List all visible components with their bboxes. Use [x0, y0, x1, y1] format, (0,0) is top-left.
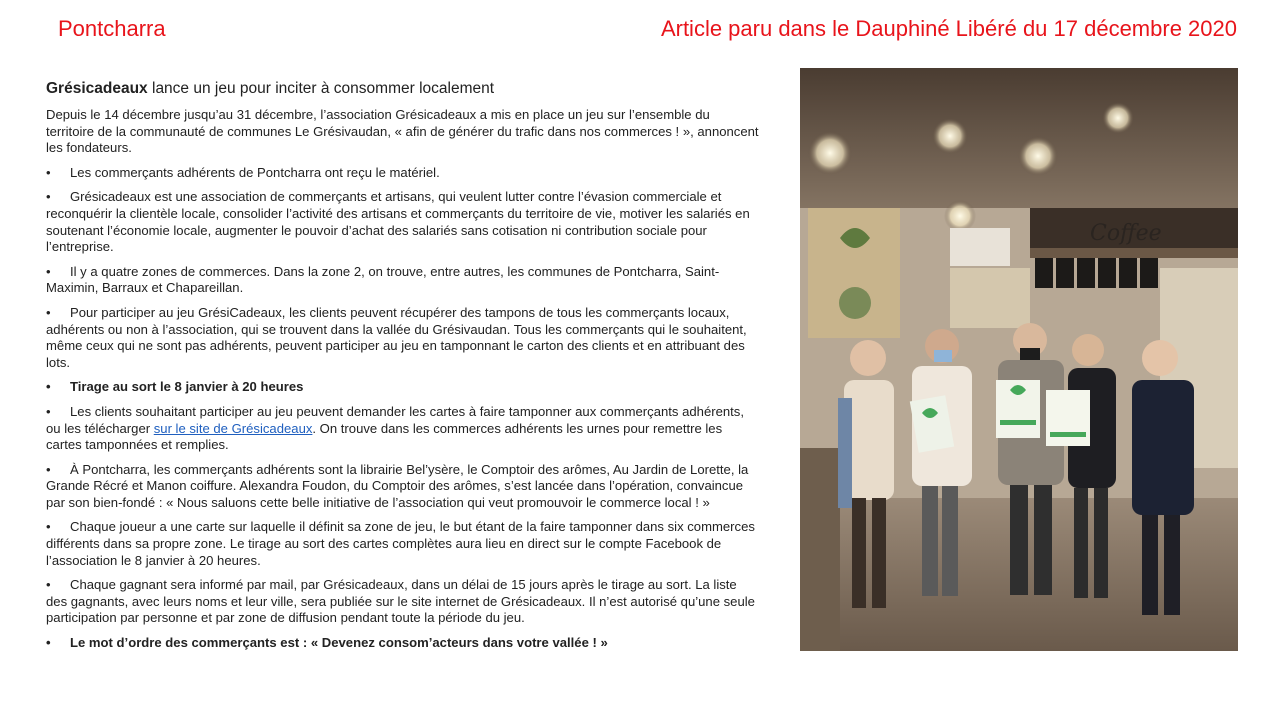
paragraph-5-text: Tirage au sort le 8 janvier à 20 heures: [70, 379, 304, 395]
paragraph-1: [46, 165, 761, 182]
ceiling-lamp: [1102, 102, 1134, 134]
shop-photo-illustration: [800, 68, 1238, 651]
bullet: •: [46, 403, 51, 419]
paragraph-7-text: À Pontcharra, les commerçants adhérents sont la librairie Bel’ysère, le Comptoir des arômes, Au Jardin de Lorette, la Grande Récré et Manon coiffure. Alexandra Foudon, du Comptoir des arômes, s’est lancée dans l’opération, convaincue par son bien-fondé : « Nous saluons cette belle initiative de l’association qui veut promouvoir le commerce local ! »: [46, 461, 749, 510]
paragraph-8-text: Chaque joueur a une carte sur laquelle il définit sa zone de jeu, le but étant de la faire tamponner dans six commerces différents dans sa propre zone. Le tirage au sort des cartes complètes aura lieu en direct sur le compte Facebook de l’association le 8 janvier à 20 heures.: [46, 519, 755, 568]
coffee-sign: Coffee: [1090, 221, 1162, 246]
ceiling: [800, 68, 1238, 228]
article: [46, 79, 761, 660]
paragraph-6-text-after: . On trouve dans les commerces adhérents les urnes pour remettre les cartes tamponnées et remplies.: [46, 420, 723, 453]
bullet: •: [46, 189, 51, 205]
poster-band: [1050, 432, 1086, 437]
bullet: •: [46, 304, 51, 320]
header-source: Article paru dans le Dauphiné Libéré du 17 décembre 2020: [660, 16, 1237, 41]
paragraph-9-text: Chaque gagnant sera informé par mail, par Grésicadeaux, dans un délai de 15 jours après le tirage au sort. La liste des gagnants, avec leurs noms et leur ville, sera publiée sur le site internet de Grésicadeaux. Il n’est autorisé qu’une seule participation par personne et par zone de diffusion pendant toute la période du jeu.: [46, 577, 755, 626]
paragraph-7: [46, 462, 761, 512]
paragraph-10-text: Le mot d’ordre des commerçants est : « Devenez consom’acteurs dans votre vallée ! »: [70, 635, 608, 651]
poster: [1046, 390, 1090, 446]
paragraph-3: [46, 264, 761, 297]
gresicadeaux-site-link[interactable]: sur le site de Grésicadeaux: [153, 420, 313, 436]
bullet: •: [46, 461, 51, 477]
header-location: Pontcharra: [58, 16, 166, 41]
paragraph-2-text: Grésicadeaux est une association de commerçants et artisans, qui veulent lutter contre l’évasion commerciale et reconquérir la clientèle locale, consolider l’activité des artisans et commerçants du territoire de vie, motiver les salariés en soutenant l’économie locale, augmenter le pouvoir d’achat des salariés sans cotisation ni contribution sociale pour l’entreprise.: [46, 189, 750, 255]
paragraph-9: [46, 577, 761, 627]
bullet: •: [46, 519, 51, 535]
shop-photo: [800, 68, 1238, 651]
headline-bold: Grésicadeaux: [46, 80, 148, 97]
paragraph-8: [46, 519, 761, 569]
paragraph-10: [46, 635, 761, 652]
bullet: •: [46, 379, 51, 395]
paragraph-6-text-before: Les clients souhaitant participer au jeu peuvent demander les cartes à faire tamponner aux commerçants adhérents, ou les télécharger: [46, 403, 744, 436]
paragraph-3-text: Il y a quatre zones de commerces. Dans la zone 2, on trouve, entre autres, les communes de Pontcharra, Saint-Maximin, Barraux et Chapareillan.: [46, 263, 720, 296]
left-shelf: [800, 448, 840, 651]
ceiling-lamp: [808, 131, 852, 175]
bullet: •: [46, 263, 51, 279]
headline-rest: lance un jeu pour inciter à consommer localement: [147, 80, 495, 97]
bullet: •: [46, 164, 51, 180]
article-intro: Depuis le 14 décembre jusqu’au 31 décembre, l’association Grésicadeaux a mis en place un jeu sur l’ensemble du territoire de la communauté de communes Le Grésivaudan, « afin de générer du trafic dans nos commerces ! », annoncent les fondateurs.: [46, 107, 759, 156]
bullet: •: [46, 577, 51, 593]
bullet: •: [46, 635, 51, 651]
small-sign: [950, 228, 1010, 266]
paragraph-1-text: Les commerçants adhérents de Pontcharra ont reçu le matériel.: [70, 164, 440, 180]
ceiling-lamp: [932, 118, 968, 154]
shelf: [1030, 248, 1238, 258]
paragraph-5: [46, 379, 761, 396]
paragraph-2: [46, 189, 761, 255]
paragraph-4: [46, 305, 761, 371]
sack-logo: [839, 287, 871, 319]
ceiling-lamp: [1018, 136, 1058, 176]
paragraph-4-text: Pour participer au jeu GrésiCadeaux, les clients peuvent récupérer des tampons de tous les commerçants locaux, adhérents ou non à l’association, qui se trouvent dans la vallée du Grésivaudan. Tous les commerçants qui le souhaitent, même ceux qui ne sont pas adhérents, peuvent participer au jeu en tamponnant le carton des clients et en attribuant des lots.: [46, 304, 747, 370]
ceiling-lamp: [944, 200, 976, 232]
cabinet: [950, 268, 1030, 328]
paragraph-6: [46, 404, 761, 454]
poster-band: [1000, 420, 1036, 425]
article-headline: [46, 79, 761, 99]
